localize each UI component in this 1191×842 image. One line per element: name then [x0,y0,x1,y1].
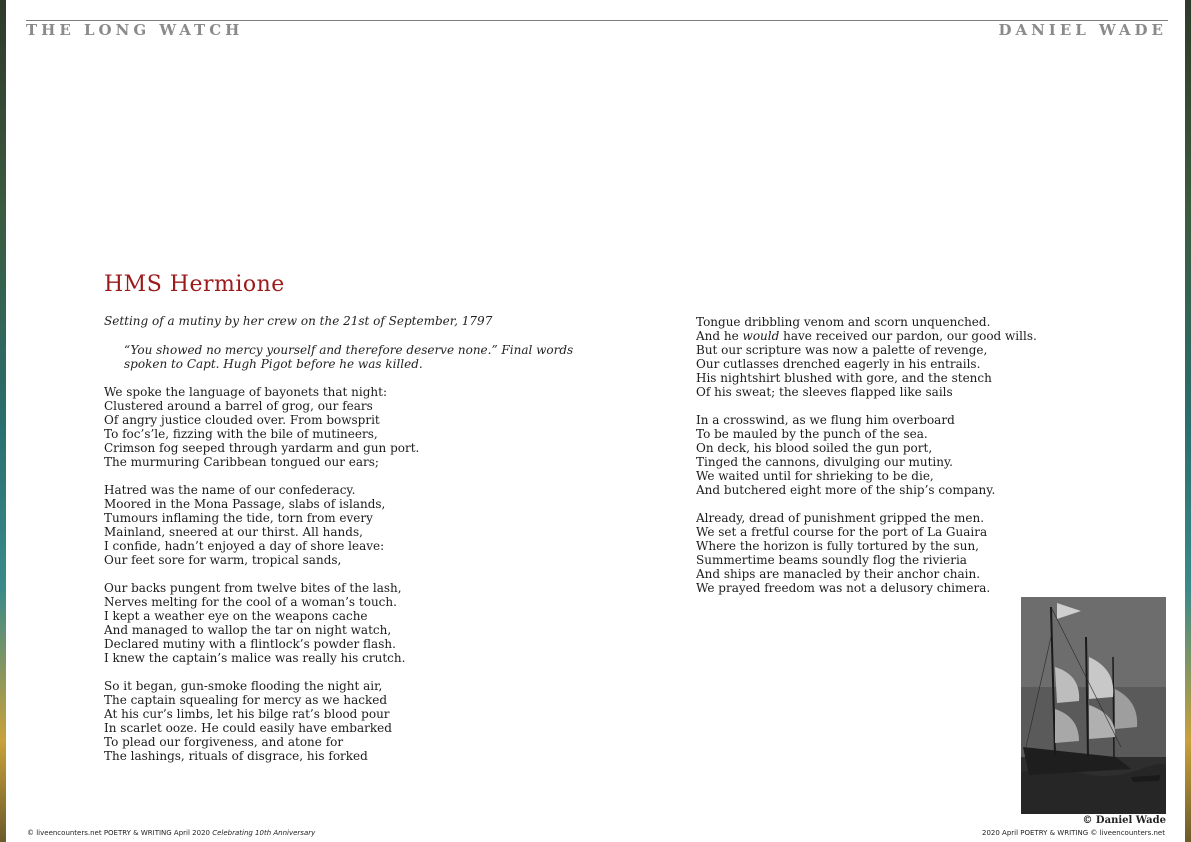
poem-line: Nerves melting for the cool of a woman’s touch. [104,595,397,609]
poem-line: Tinged the cannons, divulging our mutiny. [696,455,953,469]
poem-line: In a crosswind, as we flung him overboard [696,413,955,427]
page-edge-right [1185,0,1191,842]
footer-left-italic: Celebrating 10th Anniversary [212,829,316,837]
stanza [104,581,564,665]
poem-line: Of angry justice clouded over. From bowsprit [104,413,380,427]
poem-line: The murmuring Caribbean tongued our ears; [104,455,379,469]
poem-line: On deck, his blood soiled the gun port, [696,441,933,455]
epigraph-line: “You showed no mercy yourself and therefore deserve none.” Final words [124,343,574,357]
poem-line: Declared mutiny with a flintlock’s powder flash. [104,637,396,651]
image-credit: © Daniel Wade [1082,815,1166,826]
epigraph [124,343,574,371]
poem-line: We set a fretful course for the port of La Guaira [696,525,988,539]
footer-left [27,829,315,837]
poem-title: HMS Hermione [104,272,285,297]
stanza [104,385,564,469]
running-author: DANIEL WADE [998,21,1167,39]
poem-line: Tumours inflaming the tide, torn from every [104,511,373,525]
ship-painting-image [1021,597,1166,814]
poem-line: Our cutlasses drenched eagerly in his entrails. [696,357,981,371]
poem-line: The lashings, rituals of disgrace, his forked [104,749,368,763]
poem-line: Where the horizon is fully tortured by the sun, [696,539,979,553]
poem-line: Clustered around a barrel of grog, our fears [104,399,373,413]
poem-line: I kept a weather eye on the weapons cache [104,609,368,623]
poem-line-part: have received our pardon, our good wills. [779,329,1037,343]
poem-line: Mainland, sneered at our thirst. All hands, [104,525,363,539]
poem-line: So it began, gun-smoke flooding the night air, [104,679,383,693]
stanza [696,315,1116,399]
poem-line: The captain squealing for mercy as we hacked [104,693,388,707]
ship-illustration [1021,597,1166,814]
poem-column-left [104,385,564,777]
poem-subtitle: Setting of a mutiny by her crew on the 21st of September, 1797 [104,314,493,328]
poem-line: We waited until for shrieking to be die, [696,469,934,483]
poem-line: To be mauled by the punch of the sea. [696,427,928,441]
poem-line: And ships are manacled by their anchor chain. [696,567,981,581]
poem-line: Summertime beams soundly flog the rivieria [696,553,967,567]
poem-line: We prayed freedom was not a delusory chimera. [696,581,991,595]
poem-line: I confide, hadn’t enjoyed a day of shore leave: [104,539,385,553]
poem-line: Of his sweat; the sleeves flapped like sails [696,385,953,399]
poem-line: I knew the captain’s malice was really his crutch. [104,651,406,665]
poem-column-right [696,315,1116,609]
stanza [696,511,1116,595]
poem-line: Hatred was the name of our confederacy. [104,483,356,497]
poem-line: Tongue dribbling venom and scorn unquenched. [696,315,991,329]
poem-line-emphasis: would [742,329,780,343]
poem-line: And butchered eight more of the ship’s company. [696,483,996,497]
poem-line: Our feet sore for warm, tropical sands, [104,553,342,567]
footer-left-text: © liveencounters.net POETRY & WRITING April 2020 [27,829,213,837]
stanza [696,413,1116,497]
poem-line: To plead our forgiveness, and atone for [104,735,344,749]
poem-line: At his cur’s limbs, let his bilge rat’s blood pour [104,707,390,721]
poem-line: To foc’s’le, fizzing with the bile of mutineers, [104,427,378,441]
footer-right: 2020 April POETRY & WRITING © liveencounters.net [982,829,1165,837]
poem-line: We spoke the language of bayonets that night: [104,385,388,399]
poem-line: Moored in the Mona Passage, slabs of islands, [104,497,386,511]
page-edge-left [0,0,6,842]
poem-line: His nightshirt blushed with gore, and the stench [696,371,992,385]
epigraph-line: spoken to Capt. Hugh Pigot before he was killed. [124,357,423,371]
poem-line: And managed to wallop the tar on night watch, [104,623,392,637]
poem-line-part: And he [696,329,743,343]
poem-line: Already, dread of punishment gripped the men. [696,511,985,525]
poem-line: In scarlet ooze. He could easily have embarked [104,721,392,735]
poem-line: Our backs pungent from twelve bites of the lash, [104,581,402,595]
poem-line: Crimson fog seeped through yardarm and gun port. [104,441,420,455]
stanza [104,483,564,567]
poem-line: But our scripture was now a palette of revenge, [696,343,988,357]
stanza [104,679,564,763]
running-title: THE LONG WATCH [26,21,244,39]
poem-line [696,329,1116,343]
